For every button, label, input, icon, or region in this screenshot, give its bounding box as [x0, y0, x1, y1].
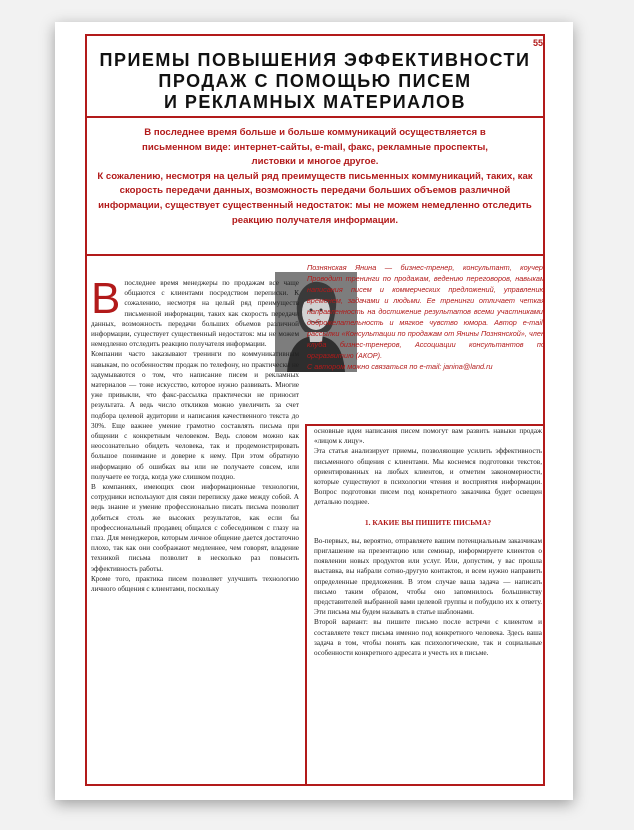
paragraph-3: В компаниях, имеющих свои информационные технологии, сотрудники используют для связи переписку даже между собой. А ведь знание и умение профессионально писать письма позволит добиться столь же высоких результатов, как если бы профессиональный продавец общался с собеседником с глазу на глаз. Для менеджеров, которым личное общение дается достаточно плохо, так как они соображают медленнее, чем говорят, владение техникой письма позволит в несколько раз повысить эффективность работы.: [91, 483, 299, 573]
paragraph-6: Эта статья анализирует приемы, позволяющие усилить эффективность письменного общения с клиентами. Мы коснемся подготовки текстов, ориентированных на любых клиентов, и отметим закономерности, которые существуют в психологии чтения и восприятия информации. Вопрос подготовки писем под конкретного заказчика будет освещен детально позднее.: [314, 447, 542, 507]
title-line-3: И РЕКЛАМНЫХ МАТЕРИАЛОВ: [163, 92, 467, 112]
lead-paragraph-1: В последнее время больше и больше коммуникаций осуществляется в письменном виде: интернет-сайты, e-mail, факс, рекламные проспекты, листовки и многое другое.: [142, 127, 488, 168]
lead-text: [97, 126, 533, 228]
drop-cap: В: [91, 278, 121, 323]
title-rule: [85, 116, 545, 118]
paragraph-4: Кроме того, практика писем позволяет улучшить технологию личного общения с клиентами, поскольку: [91, 574, 299, 594]
intro-paragraph: [91, 278, 299, 349]
lead-rule: [85, 254, 545, 256]
paragraph-5: основные идеи написания писем помогут вам развить навыки продаж «лицом к лицу».: [314, 427, 542, 446]
section-heading: 1. КАКИЕ ВЫ ПИШИТЕ ПИСЬМА?: [364, 517, 492, 527]
author-bio: Познянская Янина — бизнес-тренер, консультант, коучер. Проводит тренинги по продажам, ведению переговоров, навыкам написания писем и коммерческих предложений, управлению временем, задачами и людьми. Ее тренинги отличает четкая направленность на достижение результатов всеми участниками, доброжелательность и мягкое чувство юмора. Автор e-mail-рассылки «Консультации по продажам от Янины Познянской», член клуба бизнес-тренеров, Ассоциации консультантов по оргразвитию (АКОР).: [307, 263, 545, 360]
author-bio-box: [307, 262, 545, 423]
paragraph-7: Во-первых, вы, вероятно, отправляете вашим потенциальным заказчикам приглашение на презентацию или семинар, информируете клиентов о появлении новых продуктов или услуг. Или, допустим, у вас прошла выставка, вы набрали сотню-другую контактов, и всем нужно направить определенные предложения. В этом случае ваша задача — написать письмо таким образом, чтобы оно запомнилось большинству представителей выбранной вами целевой группы и побудило их к ответу. Эти письма мы будем называть в статье шаблонами.: [314, 536, 542, 617]
title-line-1: ПРИЕМЫ ПОВЫШЕНИЯ ЭФФЕКТИВНОСТИ: [99, 50, 531, 70]
paragraph-2: Компании часто заказывают тренинги по коммуникативным навыкам, по особенностям продаж по телефону, но практически не задумываются о том, что написание писем и рекламных материалов — тоже искусство, которое нужно развивать. Многие уже привыкли, что факс-рассылка практически не приносит результата. А ведь число откликов можно увеличить за счет подбора целевой аудитории и написания качественного текста до 30%. Еще важнее умение грамотно составлять письма при общении с конкретным человеком. Ведь словом можно как неосознательно обидеть человека, так и продемонстрировать большое понимание и доверие к нему. При этом обратную информацию об ошибках вы или не получаете совсем, или получаете ее тогда, когда уже слишком поздно.: [91, 350, 299, 481]
paragraph-8: Второй вариант: вы пишите письмо после встречи с клиентом и составляете текст письма именно под конкретного человека. Здесь ваша задача в том, чтобы понять как психологические, так и социальные особенности конкретного адресата и учесть их в письме.: [314, 618, 542, 658]
lead-paragraph-2: К сожалению, несмотря на целый ряд преимуществ письменных коммуникаций, таких, как скорость передачи данных, возможность передачи больших объемов различной информации, существует существенный недостаток: мы не можем немедленно отследить реакцию получателя информации.: [97, 170, 533, 226]
column-left: [91, 278, 299, 778]
column-right: [314, 426, 542, 778]
author-contact: С автором можно связаться по e-mail: janina@land.ru: [307, 362, 493, 371]
paragraph-1: последнее время менеджеры по продажам все чаще общаются с клиентами посредством переписки. К сожалению, несмотря на целый ряд преимуществ письменной информации, таких как скорость передачи данных, возможность передачи больших объемов различной информации, существует существенный недостаток: мы не можем немедленно отследить реакцию получателя информации.: [91, 279, 299, 349]
article-title: [95, 50, 535, 113]
magazine-page: [55, 22, 573, 800]
title-line-2: ПРОДАЖ С ПОМОЩЬЮ ПИСЕМ: [158, 71, 472, 91]
page-number: 55: [532, 38, 543, 48]
column-divider: [305, 424, 307, 786]
